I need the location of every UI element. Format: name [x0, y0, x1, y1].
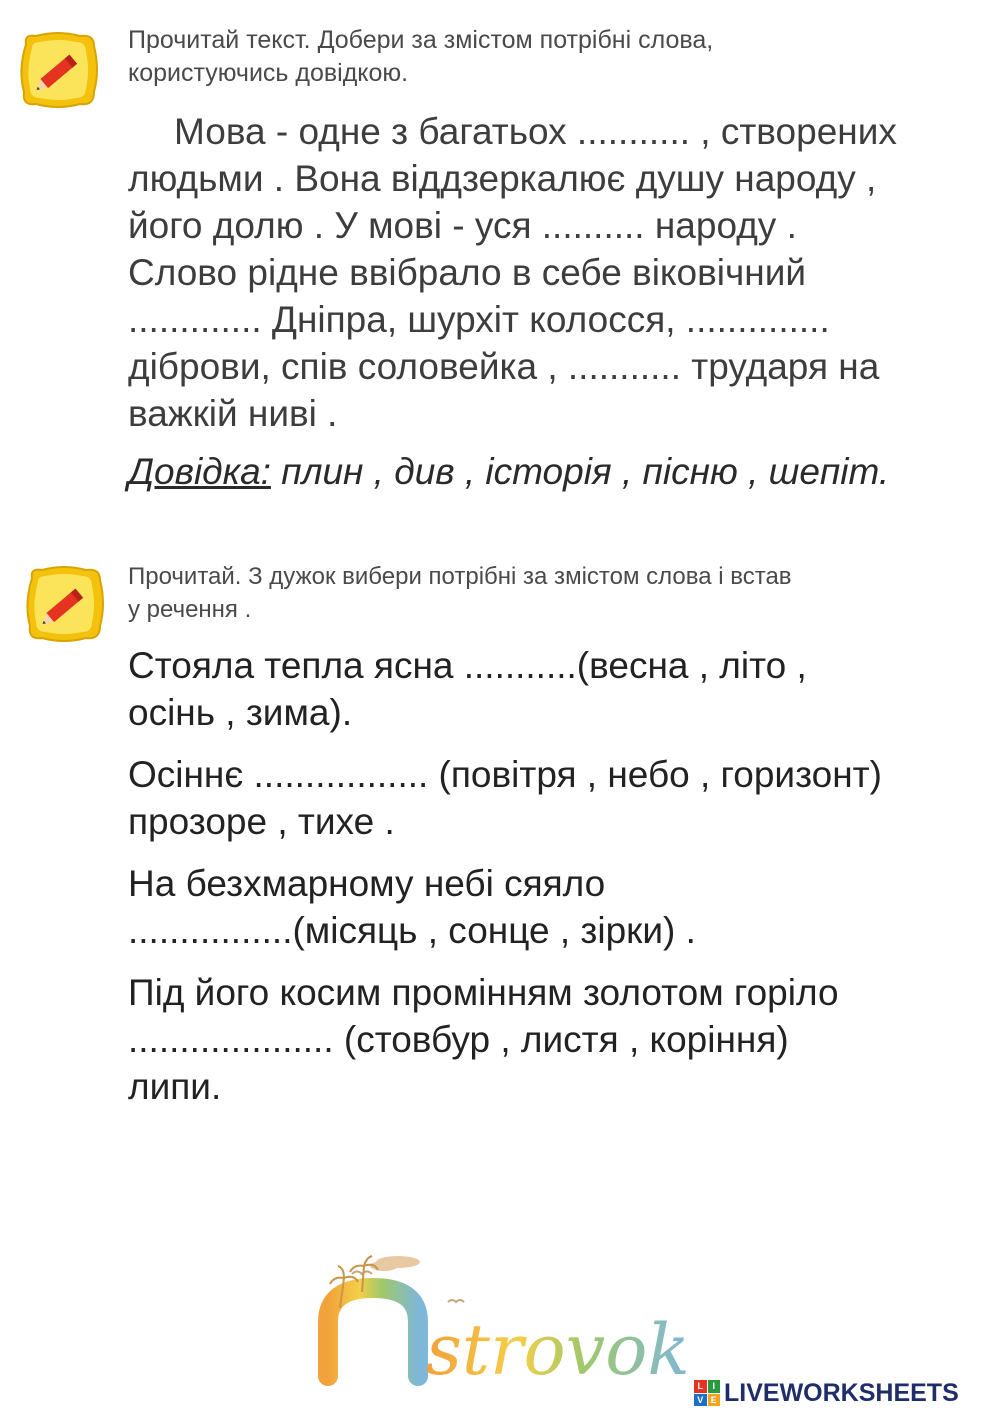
- hint-words: плин , див , історія , пісню , шепіт.: [270, 451, 890, 492]
- liveworksheets-brand: [694, 1378, 959, 1408]
- task2-sentence: [128, 751, 988, 845]
- task1-text-line: його долю . У мові - уся .......... народу .: [128, 205, 797, 246]
- sentence-line: липи.: [128, 1066, 222, 1107]
- task1-instruction-line: користуючись довідкою.: [128, 59, 409, 87]
- liveworksheets-wordmark: LIVEWORKSHEETS: [724, 1378, 959, 1407]
- task2-sentence: [128, 860, 988, 954]
- sentence-line: осінь , зима).: [128, 692, 353, 733]
- sentence-line: .................... (стовбур , листя , коріння): [128, 1019, 789, 1060]
- liveworksheets-logo-icon: [694, 1380, 720, 1406]
- task2-sentence: [128, 642, 988, 736]
- brand-mark-letter: E: [708, 1394, 721, 1407]
- brand-mark-letter: L: [694, 1380, 707, 1393]
- task1-text-line: Мова - одне з багатьох ........... , створених: [174, 111, 897, 152]
- pencil-icon: [20, 560, 108, 648]
- task2-instruction-line: у речення .: [128, 596, 252, 623]
- task1-text-line: Слово рідне ввібрало в себе віковічний: [128, 252, 807, 293]
- task1-text-line: важкій ниві .: [128, 393, 338, 434]
- ostrovok-logo: [318, 1248, 758, 1398]
- pencil-icon: [14, 26, 102, 114]
- task2-sentence: [128, 969, 988, 1110]
- hint-label: Довідка:: [128, 451, 271, 492]
- sentence-line: На безхмарному небі сяяло: [128, 863, 606, 904]
- brand-mark-letter: I: [708, 1380, 721, 1393]
- task1-text: [128, 108, 988, 437]
- sentence-line: Стояла тепла ясна ...........(весна , літо ,: [128, 645, 807, 686]
- sentence-line: ................(місяць , сонце , зірки) .: [128, 910, 696, 951]
- task2-instruction-line: Прочитай. З дужок вибери потрібні за змістом слова і встав: [128, 563, 792, 590]
- task1-instruction-line: Прочитай текст. Добери за змістом потрібні слова,: [128, 26, 714, 54]
- svg-text:strovok: strovok: [426, 1309, 690, 1391]
- sentence-line: Під його косим промінням золотом горіло: [128, 972, 839, 1013]
- sentence-line: Осіннє ................. (повітря , небо , горизонт): [128, 754, 882, 795]
- task1-text-line: діброви, спів соловейка , ........... трударя на: [128, 346, 880, 387]
- task1-instruction: [128, 24, 978, 90]
- task1-text-line: ............. Дніпра, шурхіт колосся, ..............: [128, 299, 830, 340]
- brand-mark-letter: V: [694, 1394, 707, 1407]
- task2-instruction: [128, 560, 978, 626]
- task1-text-line: людьми . Вона віддзеркалює душу народу ,: [128, 158, 877, 199]
- task1-hint: [128, 448, 988, 495]
- sentence-line: прозоре , тихе .: [128, 801, 395, 842]
